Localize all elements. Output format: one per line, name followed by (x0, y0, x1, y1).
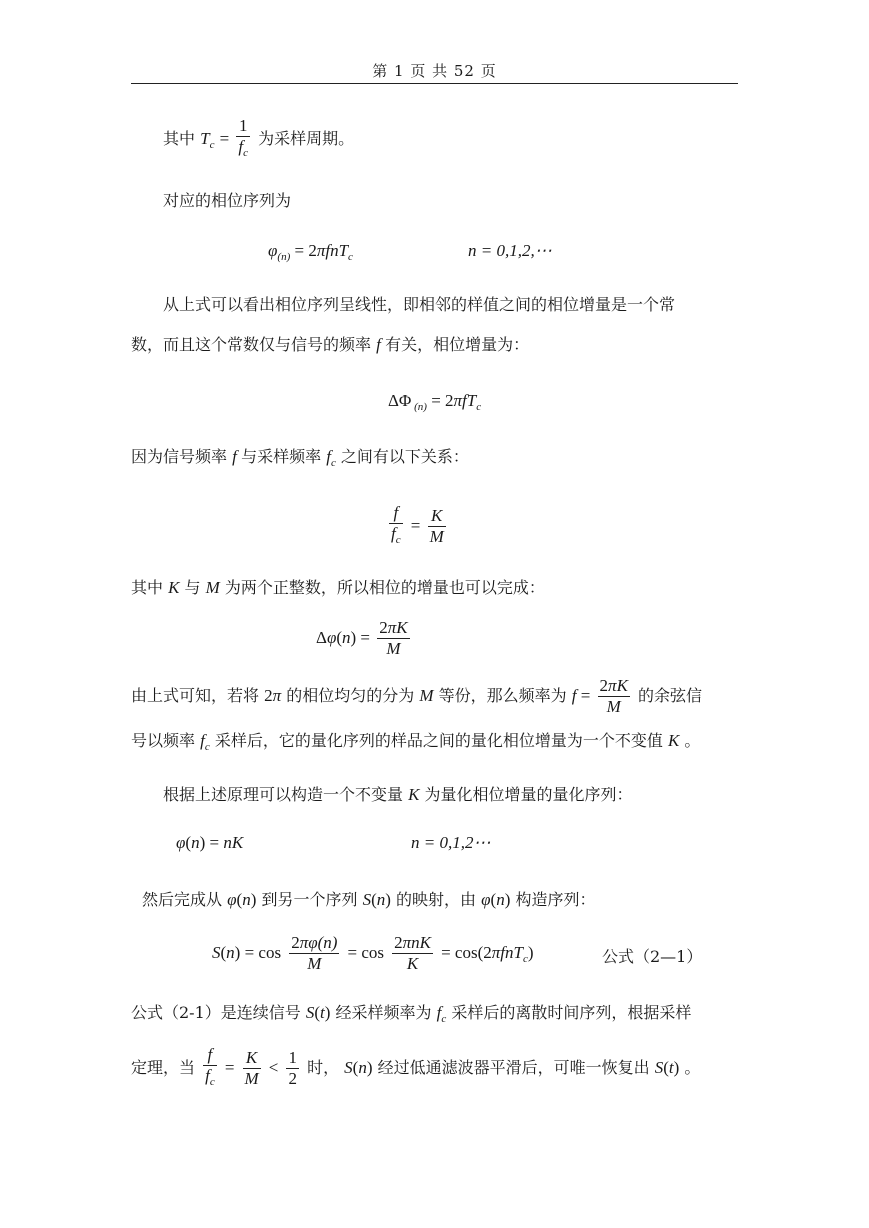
text-suffix: 为采样周期。 (258, 129, 355, 148)
equation-phi-nk: φ(n) = nK (176, 833, 244, 852)
construct-sequence-line: 根据上述原理可以构造一个不变量 K 为量化相位增量的量化序列： (163, 785, 633, 804)
header-rule (131, 83, 738, 84)
sampling-period-line: 其中 $T_c$ = $\frac{1}{f_c}$ 为采样周期。 (163, 116, 354, 163)
frequency-relation-intro: 因为信号频率 f 与采样频率 $f_c$ 之间有以下关系： (131, 447, 469, 469)
phase-sequence-intro: 对应的相位序列为 (163, 191, 292, 210)
mapping-line: 然后完成从 φ(n) 到另一个序列 S(n) 的映射，由 φ(n) 构造序列： (142, 890, 596, 909)
paragraph-linear-line1: 从上式可以看出相位序列呈线性，即相邻的样值之间的相位增量是一个常 (163, 295, 676, 314)
equation-delta-phi: Δφ(n) = $\frac{2\pi K}{M}$ (316, 618, 408, 658)
equation-phase-increment: ΔΦ $_{(n)}$ = 2πfT$_c$ (388, 391, 482, 413)
equation-frequency-ratio: $\frac{f}{f_c}$ = $\frac{K}{M}$ (391, 503, 444, 546)
uniform-division-line1: 由上式可知，若将 2π 的相位均匀的分为 M 等份，那么频率为 f = $\frac{2\pi K}{M}$ 的余弦信 (131, 676, 703, 716)
page-header (131, 60, 738, 82)
fraction-1-over-fc: $\frac{1}{f_c}$ (238, 116, 249, 159)
discrete-sequence-line: 公式（2-1）是连续信号 S(t) 经采样频率为 $f_c$ 采样后的离散时间序列，根据采样 (131, 1003, 692, 1025)
equation-condition-n: n = 0,1,2,⋯ (468, 241, 552, 260)
formula-tc: $T_c$ (200, 129, 215, 151)
equation-phase-sequence: $\varphi_{(n)} = 2\pi fnT_c$ (268, 241, 353, 263)
integers-km-line: 其中 K 与 M 为两个正整数，所以相位的增量也可以完成： (131, 578, 545, 597)
text-prefix: 其中 (163, 129, 196, 148)
paragraph-linear-line2: 数，而且这个常数仅与信号的频率 f 有关，相位增量为： (131, 335, 530, 354)
equation-condition-n2: n = 0,1,2⋯ (411, 833, 491, 852)
sampling-theorem-line: 定理，当 $\frac{f}{f_c}$ = $\frac{K}{M}$ < $\frac{1}{2}$ 时， S(n) 经过低通滤波器平滑后，可唯一恢复出 S(t) 。 (131, 1045, 701, 1088)
uniform-division-line2: 号以频率 $f_c$ 采样后，它的量化序列的样品之间的量化相位增量为一个不变值 K 。 (131, 731, 701, 753)
equation-label: 公式（2—1） (602, 947, 703, 966)
page-indicator: 第 1 页 共 52 页 (372, 62, 497, 80)
equation-s-n: S(n) = cos $\frac{2\pi\varphi(n)}{M}$ = cos $\frac{\text{2πnK}}{K}$ = cos(2πfnT$_c$) (212, 933, 534, 973)
